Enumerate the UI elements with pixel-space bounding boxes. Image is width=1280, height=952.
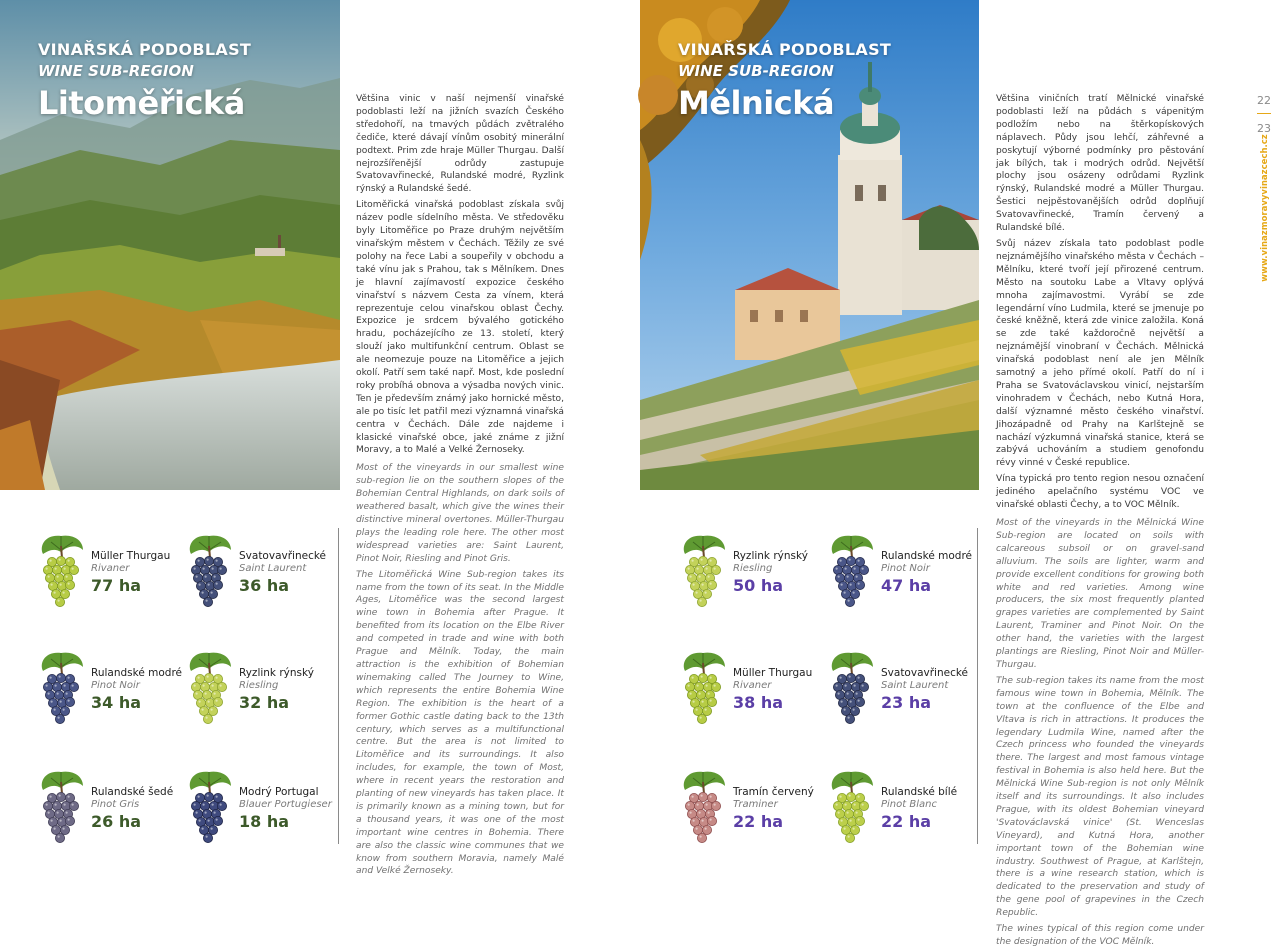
- grape-bunch-icon: [827, 649, 875, 731]
- right-en-paragraph-1: Most of the vineyards in the Mělnická Wine Sub-region are located on soils with calcareous subsoil or on gravel-sand alluvium. The soils are lighter, warm and provide excellent conditions for growing both white and red varieties. Among wine producers, the six most frequently planted grapes varieties are complemented by Saint Laurent, Traminer and Pinot Noir. On the other hand, the varieties with the largest plantings are Riesling, Pinot Noir and Müller-Thurgau.: [996, 518, 1204, 670]
- right-text-column: [996, 93, 1204, 952]
- grape-alt-name: Riesling: [733, 563, 773, 574]
- grape-name: Ryzlink rýnský: [733, 550, 808, 562]
- grape-alt-name: Riesling: [239, 680, 279, 691]
- grape-hectares: 26 ha: [91, 812, 142, 831]
- left-column-divider: [338, 528, 339, 844]
- grape-name: Ryzlink rýnský: [239, 667, 314, 679]
- grape-name: Müller Thurgau: [733, 667, 813, 679]
- grape-bunch-icon: [679, 649, 727, 731]
- right-hero-label-en: WINE SUB-REGION: [678, 62, 834, 80]
- right-hero-label-cz: VINAŘSKÁ PODOBLAST: [678, 40, 892, 59]
- grape-name: Rulandské modré: [91, 667, 182, 679]
- grape-bunch-icon: [679, 532, 727, 614]
- left-en-paragraph-1: Most of the vineyards in our smallest wine sub-region lie on the southern slopes of the Bohemian Central Highlands, on dark soils of weathered basalt, which give the wines their distinctive mineral overtones. Müller-Thurgau plays the leading role here. The other most widespread varieties are: Saint Laurent, Pinot Noir, Riesling and Pinot Gris.: [356, 463, 564, 564]
- left-hero-label-en: WINE SUB-REGION: [38, 62, 194, 80]
- page-number-left: 22: [1257, 94, 1271, 107]
- grape-variety: [37, 649, 182, 734]
- grape-bunch-icon: [185, 532, 233, 614]
- page-number-right: 23: [1257, 122, 1271, 135]
- right-cz-paragraph-3: Vína typická pro tento region nesou označení jediného apelačního systému VOC ve vinařské oblasti Čechy, a to VOC Mělník.: [996, 474, 1204, 511]
- grape-hectares: 34 ha: [91, 693, 142, 712]
- grape-bunch-icon: [679, 768, 727, 850]
- website-url-text: www.vinazmoravyvinazcech.cz: [1260, 133, 1270, 282]
- grape-bunch-icon: [37, 532, 85, 614]
- grape-bunch-icon: [185, 768, 233, 850]
- right-cz-paragraph-2: Svůj název získala tato podoblast podle nejznámějšího vinařského města v Čechách – Mělníku, které tvoří její přirozené centrum. Město na soutoku Labe a Vltavy oplývá mnoha zajímavostmi. Vyrábí se zde legendární víno Ludmila, které se jmenuje po české kněžně, která zde vinice založila. Koná se zde také každoročně největší a nejznámější vinobraní v Čechách. Mělnická vinařská podoblast není ale jen Mělník samotný a jeho přímé okolí. Patří do ní i Praha se Svatováclavskou vinicí, nejstarším vinohradem v Čechách, nebo Kutná Hora, další významné město českého vinařství. Jihozápadně od Prahy na Karlštejně se nachází výzkumná vinařská stanice, která se zabývá uchováním a studiem genofondu révy vinné v České republice.: [996, 238, 1204, 469]
- right-hero-title: Mělnická: [678, 84, 835, 122]
- left-hero-title: Litoměřická: [38, 84, 245, 122]
- grape-name: Tramín červený: [733, 786, 814, 798]
- grape-name: Svatovavřinecké: [881, 667, 969, 679]
- grape-variety: [827, 649, 972, 734]
- page-number-divider: [1257, 113, 1271, 114]
- left-cz-paragraph-1: Většina vinic v naší nejmenší vinařské podoblasti leží na jižních svazích Českého středohoří, na tmavých půdách zvětralého čediče, které dávají vínům osobitý minerální podtext. Prim zde hraje Müller Thurgau. Další nejrozšířenější odrůdy zastupuje Svatovavřinecké, Rulandské modré, Ryzlink rýnský a Rulandské šedé.: [356, 94, 564, 195]
- left-hero-heading: [38, 40, 251, 122]
- grape-variety: [827, 532, 972, 617]
- grape-name: Rulandské šedé: [91, 786, 174, 798]
- right-cz-paragraph-1: Většina viničních tratí Mělnické vinařské podoblasti leží na půdách s vápenitým podložím nebo na štěrkopískových náplavech. Půdy jsou lehčí, záhřevné a poskytují výborné podmínky pro pěstování jak bílých, tak i modrých odrůd. Největší plochy jsou osázeny odrůdami Ryzlink rýnský, Rulandské modré a Müller Thurgau. Šestici nejpěstovanějších odrůd doplňují Svatovavřinecké, Tramín červený a Rulandské bílé.: [996, 94, 1204, 234]
- grape-hectares: 50 ha: [733, 576, 784, 595]
- right-en-paragraph-2: The sub-region takes its name from the most famous wine town in Bohemia, Mělník. The town at the confluence of the Elbe and Vltava is rich in attractions. It produces the legendary Ludmila Wine, named after the Czech princess who founded the vineyards there. The largest and most famous vintage festival in Bohemia is also held here. But the Mělnická Wine Sub-region is not only Mělník itself and its surroundings. It also includes Prague, with its oldest Bohemian vineyard 'Svatováclavská vinice' (St. Wenceslas Vineyard), and Kutná Hora, another important town of the Bohemian wine industry. Southwest of Prague, at Karlštejn, there is a wine research station, which is dedicated to the preservation and study of the gene pool of grapevines in the Czech Republic.: [996, 675, 1204, 919]
- grape-variety: [185, 768, 330, 853]
- grape-hectares: 23 ha: [881, 693, 932, 712]
- grape-variety: [679, 649, 824, 734]
- grape-alt-name: Pinot Blanc: [881, 799, 937, 810]
- left-en-paragraph-2: The Litoměřická Wine Sub-region takes its name from the town of its seat. In the Middle Ages, Litoměřice was the second largest wine town in Bohemia after Prague. It benefited from its location on the Elbe River and competed in trade and wine with both Prague and Mělník. Today, the main attraction is the exhibition of Bohemian winemaking called The Journey to Wine, which represents the entire Bohemia Wine Region. The exhibition is the heart of a former Gothic castle dating back to the 13th century, which serves as a multifunctional centre. But the area is not limited to Litoměřice and its surroundings. It also includes, for example, the town of Most, where in recent years the restoration and planting of new vineyards has taken place. It is primarily known as a mining town, but for a thousand years, it was one of the most important wine centres in Bohemia. There are also the classic wine communes that we know from southern Moravia, namely Malé and Velké Žernoseky.: [356, 569, 564, 877]
- grape-name: Modrý Portugal: [239, 786, 319, 798]
- grape-bunch-icon: [827, 768, 875, 850]
- grape-name: Müller Thurgau: [91, 550, 171, 562]
- grape-variety: [827, 768, 972, 853]
- grape-hectares: 36 ha: [239, 576, 290, 595]
- grape-alt-name: Pinot Noir: [881, 563, 930, 574]
- grape-variety: [185, 532, 330, 617]
- grape-bunch-icon: [37, 768, 85, 850]
- grape-alt-name: Traminer: [733, 799, 778, 810]
- grape-alt-name: Pinot Noir: [91, 680, 140, 691]
- grape-variety: [679, 768, 824, 853]
- grape-alt-name: Saint Laurent: [239, 563, 307, 574]
- left-cz-paragraph-2: Litoměřická vinařská podoblast získala svůj název podle sídelního města. Ve středověku byly Litoměřice po Praze druhým největším vinařským městem v Čechách. Těžily ze své polohy na řece Labi a soupeřily v obchodu a také vínu jak s Prahou, tak s Mělníkem. Dnes je hlavní zajímavostí expozice českého vinařství s názvem Cesta za vínem, která reprezentuje celou vinařskou oblast Čechy. Expozice je srdcem bývalého gotického hradu, pocházejícího ze 13. století, který slouží jako multifunkční centrum. Oblast se ale neomezuje pouze na Litoměřice a jejich okolí. Patří sem také např. Most, kde poslední roky probíhá obnova a výsadba nových vinic. Ten je především známý jako hornické město, ale po tisíc let patřil mezi významná vinařská centra v Čechách. Dále zde najdeme i klasické vinařské obce, jaké známe z jižní Moravy, a to Malé a Velké Žernoseky.: [356, 200, 564, 456]
- grape-name: Svatovavřinecké: [239, 550, 327, 562]
- grape-variety: [679, 532, 824, 617]
- right-column-divider: [977, 528, 978, 844]
- grape-variety: [37, 768, 182, 853]
- right-en-paragraph-3: The wines typical of this region come under the designation of the VOC Mělník.: [996, 924, 1204, 947]
- grape-alt-name: Pinot Gris: [91, 799, 140, 810]
- right-hero-heading: [678, 40, 891, 122]
- grape-name: Rulandské modré: [881, 550, 972, 562]
- grape-hectares: 77 ha: [91, 576, 142, 595]
- grape-hectares: 32 ha: [239, 693, 290, 712]
- grape-name: Rulandské bílé: [881, 786, 958, 798]
- grape-alt-name: Blauer Portugieser: [239, 799, 332, 810]
- grape-hectares: 38 ha: [733, 693, 784, 712]
- grape-alt-name: Rivaner: [91, 563, 130, 574]
- left-hero-label-cz: VINAŘSKÁ PODOBLAST: [38, 40, 252, 59]
- grape-hectares: 22 ha: [881, 812, 932, 831]
- website-url[interactable]: [1258, 133, 1272, 282]
- grape-alt-name: Rivaner: [733, 680, 772, 691]
- grape-variety: [185, 649, 330, 734]
- grape-alt-name: Saint Laurent: [881, 680, 949, 691]
- grape-hectares: 47 ha: [881, 576, 932, 595]
- grape-bunch-icon: [185, 649, 233, 731]
- grape-hectares: 22 ha: [733, 812, 784, 831]
- left-text-column: [356, 93, 564, 881]
- grape-hectares: 18 ha: [239, 812, 290, 831]
- grape-variety: [37, 532, 182, 617]
- grape-bunch-icon: [37, 649, 85, 731]
- grape-bunch-icon: [827, 532, 875, 614]
